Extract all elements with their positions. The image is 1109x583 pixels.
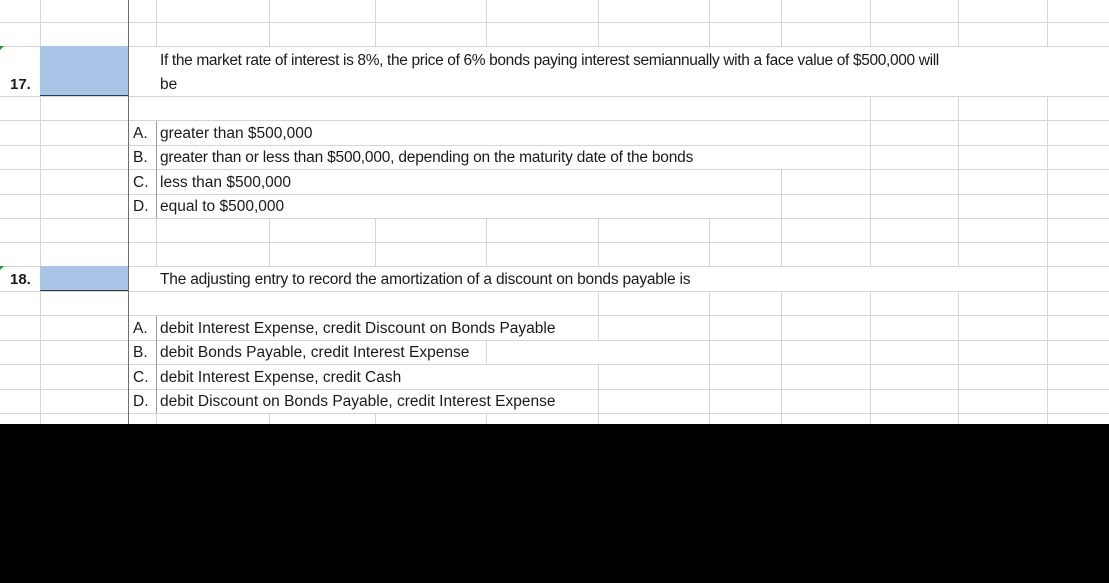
cell-marker-icon xyxy=(0,46,4,50)
option-letter: D. xyxy=(133,393,149,410)
option-letter: B. xyxy=(133,149,148,166)
option-text: equal to $500,000 xyxy=(160,198,285,215)
option-letter: A. xyxy=(133,125,148,142)
option-text: debit Discount on Bonds Payable, credit Interest Expense xyxy=(160,393,556,410)
question-stem: The adjusting entry to record the amortization of a discount on bonds payable is xyxy=(160,271,691,288)
option-letter: C. xyxy=(133,174,149,191)
blank-region xyxy=(0,424,1109,583)
answer-cell-17[interactable] xyxy=(40,46,128,96)
cell-marker-icon xyxy=(0,266,4,270)
option-letter: B. xyxy=(133,344,148,361)
question-stem: If the market rate of interest is 8%, the price of 6% bonds paying interest semiannually with a face value of $500,000 will xyxy=(160,52,939,69)
option-letter: C. xyxy=(133,369,149,386)
option-letter: D. xyxy=(133,198,149,215)
option-text: debit Interest Expense, credit Discount on Bonds Payable xyxy=(160,320,556,337)
question-number: 17. xyxy=(10,76,31,93)
option-text: greater than or less than $500,000, depending on the maturity date of the bonds xyxy=(160,149,694,166)
option-letter: A. xyxy=(133,320,148,337)
answer-cell-18[interactable] xyxy=(40,266,128,291)
option-text: greater than $500,000 xyxy=(160,125,313,142)
question-number: 18. xyxy=(10,271,31,288)
question-stem-continued: be xyxy=(160,76,178,93)
option-text: less than $500,000 xyxy=(160,174,291,191)
option-text: debit Bonds Payable, credit Interest Expense xyxy=(160,344,470,361)
option-text: debit Interest Expense, credit Cash xyxy=(160,369,402,386)
